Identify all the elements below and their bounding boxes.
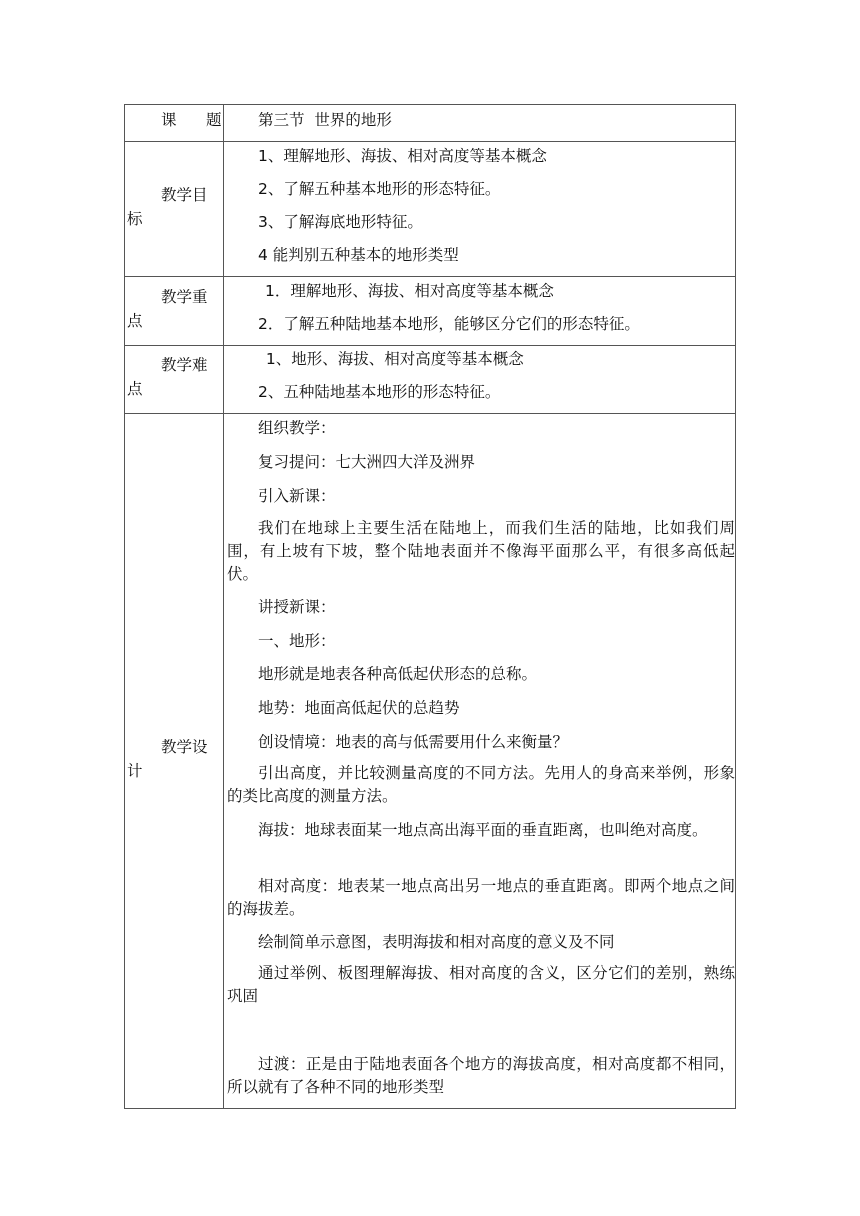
- key-points-label-line2: 点: [127, 312, 143, 330]
- design-line-org: 组织教学：: [258, 419, 336, 437]
- design-intro-paragraph: 我们在地球上主要生活在陆地上，而我们生活的陆地，比如我们周围，有上坡有下坡，整个陆地表面并不像海平面那么平，有很多高低起伏。: [227, 519, 735, 583]
- column-divider: [223, 105, 224, 1108]
- objective-item: 1、理解地形、海拔、相对高度等基本概念: [258, 147, 547, 165]
- design-relative-paragraph: 相对高度：地表某一地点高出另一地点的垂直距离。即两个地点之间的海拔差。: [227, 877, 735, 918]
- design-line-intro: 引入新课：: [258, 487, 336, 505]
- design-line-review: 复习提问：七大洲四大洋及洲界: [258, 453, 476, 471]
- design-height-paragraph: 引出高度，并比较测量高度的不同方法。先用人的身高来举例，形象的类比高度的测量方法。: [227, 764, 735, 805]
- key-point-item: 2．了解五种陆地基本地形，能够区分它们的形态特征。: [258, 315, 640, 333]
- design-transition-paragraph: 过渡：正是由于陆地表面各个地方的海拔高度，相对高度都不相同，所以就有了各种不同的地形类型: [227, 1055, 735, 1096]
- row-divider: [125, 345, 735, 346]
- design-line-section1: 一、地形：: [258, 632, 336, 650]
- design-line-teach: 讲授新课：: [258, 598, 336, 616]
- objective-item: 4 能判别五种基本的地形类型: [258, 246, 459, 264]
- row-divider: [125, 141, 735, 142]
- design-label-line2: 计: [127, 762, 143, 780]
- topic-label: 课 题: [161, 111, 222, 129]
- row-divider: [125, 276, 735, 277]
- key-point-item: 1．理解地形、海拔、相对高度等基本概念: [265, 282, 554, 300]
- design-label-line1: 教学设: [161, 738, 208, 756]
- objectives-label-line2: 标: [127, 210, 143, 228]
- design-line-def-terrain: 地势：地面高低起伏的总趋势: [258, 699, 460, 717]
- row-divider: [125, 413, 735, 414]
- topic-content: 第三节 世界的地形: [258, 111, 392, 129]
- objective-item: 3、了解海底地形特征。: [258, 213, 423, 231]
- lesson-plan-table: [124, 104, 736, 1109]
- design-line-def-landform: 地形就是地表各种高低起伏形态的总称。: [258, 665, 538, 683]
- difficulties-label-line1: 教学难: [161, 356, 208, 374]
- difficulty-item: 2、五种陆地基本地形的形态特征。: [258, 383, 501, 401]
- difficulties-label-line2: 点: [127, 380, 143, 398]
- objective-item: 2、了解五种基本地形的形态特征。: [258, 180, 501, 198]
- design-line-scenario: 创设情境：地表的高与低需要用什么来衡量？: [258, 733, 569, 751]
- objectives-label-line1: 教学目: [161, 186, 208, 204]
- difficulty-item: 1、地形、海拔、相对高度等基本概念: [261, 350, 524, 368]
- design-line-sketch: 绘制简单示意图，表明海拔和相对高度的意义及不同: [258, 933, 615, 951]
- design-altitude-paragraph: 海拔：地球表面某一地点高出海平面的垂直距离，也叫绝对高度。: [258, 821, 708, 839]
- design-example-paragraph: 通过举例、板图理解海拔、相对高度的含义，区分它们的差别，熟练巩固: [227, 964, 735, 1005]
- key-points-label-line1: 教学重: [161, 288, 208, 306]
